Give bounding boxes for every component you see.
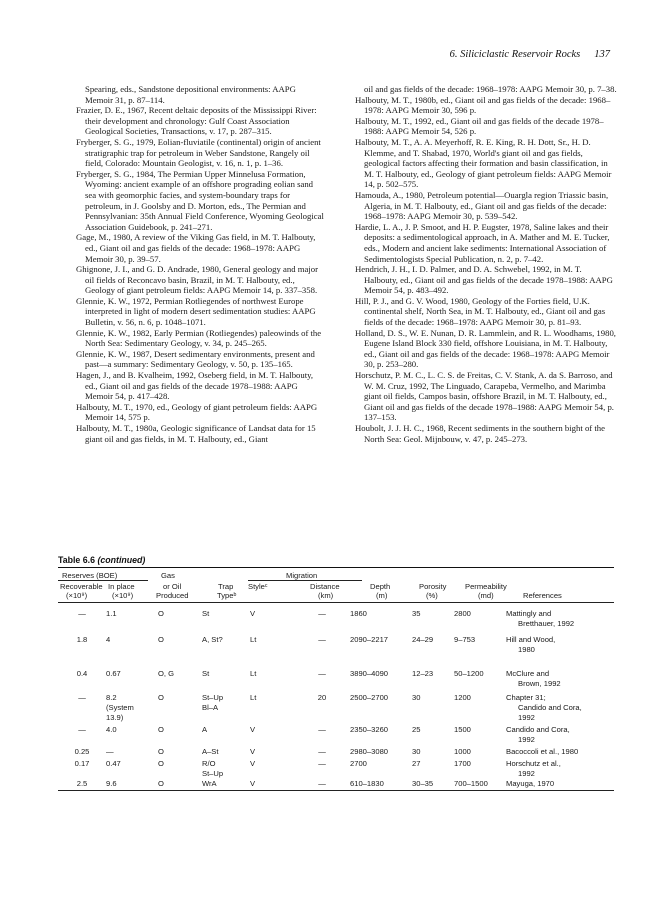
col-recoverable: Recoverable [60,582,103,591]
cell-text: 4.0 [106,725,117,734]
migration-underline [248,580,362,581]
cell-recoverable [58,779,106,789]
cell-text: 24–29 [412,635,434,644]
cell-text: 1.1 [106,609,117,618]
cell-recoverable [58,725,106,747]
cell-recoverable [58,635,106,669]
col-gas-produced: Produced [156,591,189,600]
cell-depth [350,779,412,789]
cell-references [506,759,614,779]
cell-gas [158,779,202,789]
cell-text: 0.17 [74,759,90,768]
cell-text: 30–35 [412,779,434,788]
cell-text: — [318,669,326,678]
table-number: Table 6.6 [58,555,95,565]
cell-references [506,693,614,725]
cell-text: 1860 [350,609,367,618]
cell-text: O, G [158,669,175,678]
cell-gas [158,609,202,635]
group-header-reserves: Reserves (BOE) [62,571,118,580]
reference-entry: Glennie, K. W., 1972, Permian Rotliegendes of northwest Europe interpreted in light of modern desert sedimentation studies: AAPG Bulletin, v. 56, n. 6, p. 1048–1071. [76,295,316,328]
cell-gas [158,693,202,725]
cell-text: — [318,747,326,756]
cell-text: St–Up [202,769,224,778]
cell-references [506,609,614,635]
cell-permeability [454,635,506,669]
cell-in-place [106,747,158,759]
cell-text: 1.8 [76,635,88,644]
col-depth: Depth [370,582,391,591]
cell-text: Horschutz et al., [506,759,561,768]
cell-trap [202,759,250,779]
cell-style [250,693,294,725]
cell-recoverable [58,693,106,725]
cell-text: St–Up [202,693,224,702]
cell-text: 3890–4090 [350,669,389,678]
cell-gas [158,635,202,669]
col-trap-type: Typeᵇ [217,591,237,600]
cell-text: 13.9) [106,713,124,722]
cell-text: 2090–2217 [350,635,389,644]
reference-entry: Frazier, D. E., 1967, Recent deltaic deposits of the Mississippi River: their development and chronology: Gulf Coast Association Geological Societies, Transactions, v. 17, p. 287–315. [76,105,317,137]
col-porosity-unit: (%) [426,591,438,600]
cell-text: Brown, 1992 [518,679,561,688]
reference-entry: Halbouty, M. T., 1980b, ed., Giant oil and gas fields of the decade: 1968–1978: AAPG Memoir 30, 596 p. [355,94,611,116]
cell-permeability [454,759,506,779]
cell-text: 0.47 [106,759,121,768]
cell-text: 1200 [454,693,471,702]
cell-text: O [158,635,164,644]
cell-text: V [250,759,256,768]
col-permeability-unit: (md) [478,591,494,600]
cell-text: — [318,635,326,644]
cell-porosity [412,759,454,779]
reference-entry: Hagen, J., and B. Kvalheim, 1992, Oseberg field, in M. T. Halbouty, ed., Giant oil and gas fields of the decade 1978–1988: AAPG Memoir 54, p. 417–428. [76,370,314,402]
table-body [58,609,614,789]
cell-text: R/O [202,759,216,768]
cell-text: — [78,693,86,702]
cell-text: Chapter 31; [506,693,546,702]
cell-style [250,759,294,779]
cell-text: Lt [250,693,257,702]
cell-text: V [250,725,256,734]
cell-text: O [158,725,164,734]
cell-text: 0.4 [76,669,88,678]
cell-depth [350,635,412,669]
cell-style [250,779,294,789]
cell-in-place [106,669,158,693]
cell-gas [158,759,202,779]
cell-text: 1992 [518,735,535,744]
cell-text: 0.67 [106,669,121,678]
cell-text: O [158,693,164,702]
cell-porosity [412,693,454,725]
cell-text: — [318,609,326,618]
table-bottom-rule [58,790,614,791]
cell-in-place [106,609,158,635]
cell-text: Bretthauer, 1992 [518,619,575,628]
cell-text: 1000 [454,747,471,756]
cell-text: St [202,669,210,678]
cell-trap [202,725,250,747]
cell-in-place [106,779,158,789]
cell-trap [202,669,250,693]
cell-trap [202,747,250,759]
cell-text: 30 [412,747,421,756]
cell-depth [350,747,412,759]
reference-entry: Hill, P. J., and G. V. Wood, 1980, Geology of the Forties field, U.K. continental shelf, North Sea, in M. T. Halbouty, ed., Giant oil and gas fields of the decade: 1968–1978: AAPG Memoir 30, p. 81–93. [355,295,606,328]
cell-text: — [318,779,326,788]
cell-porosity [412,669,454,693]
cell-text: 30 [412,693,421,702]
cell-references [506,747,614,759]
reference-entry: Fryberger, S. G., 1984, The Permian Upper Minnelusa Formation, Wyoming: ancient example of an offshore prograding eolian sand sea with geomorphic facies, and system-boundary traps for petroleum, in J. Goolsby and D. Morton, eds., The Permian and Pennsylvanian: 35th Annual Field Conference, Wyoming Geological Association Guidebook, p. 241–271. [76,168,324,232]
cell-distance [294,725,350,747]
cell-text: 1700 [454,759,471,768]
cell-text: Lt [250,669,257,678]
reference-entry: Hendrich, J. H., I. D. Palmer, and D. A. Schwebel, 1992, in M. T. Halbouty, ed., Giant oil and gas fields of the decade 1978–1988: AAPG Memoir 54, p. 483–492. [355,264,613,296]
cell-gas [158,669,202,693]
cell-text: Candido and Cora, [518,703,582,712]
cell-distance [294,669,350,693]
cell-text: Mattingly and [506,609,552,618]
cell-text: 25 [412,725,421,734]
col-in-place: In place [108,582,135,591]
cell-text: 4 [106,635,111,644]
cell-permeability [454,609,506,635]
cell-depth [350,609,412,635]
cell-trap [202,609,250,635]
cell-text: 50–1200 [454,669,484,678]
cell-text: 2980–3080 [350,747,389,756]
cell-text: WrA [202,779,217,788]
cell-distance [294,693,350,725]
chapter-title: 6. Siliciclastic Reservoir Rocks [449,49,581,60]
cell-recoverable [58,747,106,759]
cell-trap [202,779,250,789]
group-header-migration: Migration [286,571,318,580]
reference-entry: Fryberger, S. G., 1979, Eolian-fluviatile (continental) origin of ancient stratigraphic trap for petroleum in Weber Sandstone, Rangely oil field, Colorado: Mountain Geologist, v. 16, n. 1, p. 1–36. [76,136,321,169]
cell-text: Hill and Wood, [506,635,556,644]
cell-text: Lt [250,635,257,644]
cell-text: 1992 [518,769,535,778]
table-row [58,747,614,759]
reference-entry: Glennie, K. W., 1987, Desert sedimentary environments, present and past—a summary: Sedimentary Geology, v. 50, p. 135–165. [76,348,315,370]
cell-porosity [412,609,454,635]
cell-text: 2800 [454,609,471,618]
reference-entry: oil and gas fields of the decade: 1968–1978: AAPG Memoir 30, p. 7–38. [364,84,617,94]
cell-text: O [158,609,164,618]
table-row [58,725,614,747]
reference-entry: Gage, M., 1980, A review of the Viking Gas field, in M. T. Halbouty, ed., Giant oil and gas fields of the decade: 1968–1978: AAPG Memoir 30, p. 39–57. [76,232,316,264]
cell-text: O [158,779,164,788]
cell-text: 1980 [518,645,535,654]
cell-text: — [318,725,326,734]
cell-text: — [318,759,326,768]
cell-text: 610–1830 [350,779,384,788]
cell-permeability [454,693,506,725]
reference-entry: Horschutz, P. M. C., L. C. S. de Freitas, C. V. Stank, A. da S. Barroso, and W. M. Cruz, 1992, The Linguado, Carapeba, Vermelho, and Marimba giant oil fields, Campos basin, offshore Brazil, in M. T. Halbouty, ed., Giant oil and gas fields of the decade 1978–1988: AAPG Memoir 54, p. 137–153. [355,370,614,423]
cell-style [250,609,294,635]
cell-text: — [78,609,86,618]
col-distance: Distance [310,582,340,591]
cell-recoverable [58,759,106,779]
cell-style [250,669,294,693]
cell-text: V [250,609,256,618]
table-title [58,555,145,565]
cell-permeability [454,779,506,789]
cell-distance [294,747,350,759]
cell-text: O [158,759,164,768]
reference-entry: Holland, D. S., W. E. Nunan, D. R. Lammlein, and R. L. Woodhams, 1980, Eugene Island Block 330 field, offshore Louisiana, in M. T. Halbouty, ed., Giant oil and gas fields of the decade: 1968–1978: AAPG Memoir 30, p. 253–280. [355,327,616,370]
cell-text: 9.6 [106,779,117,788]
cell-text: 0.25 [74,747,90,756]
cell-text: McClure and [506,669,550,678]
cell-text: 2350–3260 [350,725,389,734]
data-table [58,567,614,791]
cell-distance [294,635,350,669]
reference-entry: Halbouty, M. T., A. A. Meyerhoff, R. E. King, R. H. Dott, Sr., H. D. Klemme, and T. Shabad, 1970, World's giant oil and gas fields, geological factors affecting their formation and basin classification, in M. T. Halbouty, ed., Geology of giant petroleum fields: AAPG Memoir 14, p. 502–575. [355,136,612,190]
cell-references [506,635,614,669]
table-row [58,693,614,725]
running-head [380,49,610,60]
group-header-gas: Gas [161,571,175,580]
cell-trap [202,693,250,725]
cell-distance [294,609,350,635]
cell-distance [294,779,350,789]
cell-permeability [454,725,506,747]
cell-gas [158,747,202,759]
col-in-place-unit: (×10⁹) [112,591,134,600]
col-permeability: Permeability [465,582,507,591]
cell-text: 27 [412,759,421,768]
col-porosity: Porosity [419,582,447,591]
cell-text: 8.2 [106,693,117,702]
reference-entry: Ghignone, J. I., and G. D. Andrade, 1980, General geology and major oil fields of Reconcavo basin, Brazil, in M. T. Halbouty, ed., Geology of giant petroleum fields: AAPG Memoir 14, p. 337–358. [76,264,318,296]
cell-porosity [412,779,454,789]
references-right-column [355,84,617,444]
cell-text: 700–1500 [454,779,488,788]
reference-entry: Glennie, K. W., 1982, Early Permian (Rotliegendes) paleowinds of the North Sea: Sedimentary Geology, v. 34, p. 245–265. [76,327,322,349]
col-depth-unit: (m) [376,591,388,600]
cell-style [250,725,294,747]
cell-text: 20 [317,693,327,702]
cell-permeability [454,747,506,759]
cell-text: 1500 [454,725,471,734]
cell-depth [350,725,412,747]
col-distance-unit: (km) [318,591,334,600]
cell-trap [202,635,250,669]
cell-text: Bacoccoli et al., 1980 [506,747,579,756]
col-trap: Trap [218,582,234,591]
cell-references [506,669,614,693]
cell-style [250,635,294,669]
cell-text: V [250,747,256,756]
cell-text: A [202,725,208,734]
cell-porosity [412,635,454,669]
col-recoverable-unit: (×10⁹) [66,591,88,600]
cell-depth [350,759,412,779]
cell-text: A, St? [202,635,223,644]
cell-recoverable [58,669,106,693]
cell-in-place [106,759,158,779]
reserves-underline [58,580,148,581]
cell-porosity [412,747,454,759]
cell-text: 1992 [518,713,535,722]
cell-style [250,747,294,759]
table-continued: (continued) [97,555,146,565]
cell-text: V [250,779,256,788]
cell-in-place [106,693,158,725]
col-references: References [523,591,562,600]
cell-text: 2500–2700 [350,693,389,702]
reference-entry: Hardie, L. A., J. P. Smoot, and H. P. Eugster, 1978, Saline lakes and their deposits: a sedimentological approach, in A. Mather and M. E. Tucker, eds., Modern and ancient lake sediments: International Association of Sedimentologists Special Publication, n. 2, p. 7–42. [355,221,610,264]
cell-depth [350,693,412,725]
table-row [58,635,614,669]
reference-entry: Halbouty, M. T., 1980a, Geologic significance of Landsat data for 15 giant oil and gas fields, in M. T. Halbouty, ed., Giant [76,423,316,444]
cell-permeability [454,669,506,693]
page-number: 137 [594,49,610,60]
reference-entry: Halbouty, M. T., 1992, ed., Giant oil and gas fields of the decade 1978–1988: AAPG Memoir 54, 526 p. [355,115,604,137]
cell-text: 2.5 [76,779,88,788]
table-header [58,568,614,602]
cell-text: 9–753 [454,635,476,644]
reference-entry: Halbouty, M. T., 1970, ed., Geology of giant petroleum fields: AAPG Memoir 14, 575 p. [76,401,318,423]
cell-text: A–St [202,747,219,756]
cell-text: 35 [412,609,421,618]
reference-entry: Houbolt, J. J. H. C., 1968, Recent sediments in the southern bight of the North Sea: Geol. Mijnbouw, v. 47, p. 245–273. [355,423,605,444]
reference-entry: Hamouda, A., 1980, Petroleum potential—Ouargla region Triassic basin, Algeria, in M. T. Halbouty, ed., Giant oil and gas fields of the decade: 1968–1978: AAPG Memoir 30, p. 539–542. [355,189,609,222]
cell-text: St [202,609,210,618]
cell-text: (System [106,703,134,712]
cell-text: — [106,747,114,756]
cell-gas [158,725,202,747]
cell-text: Mayuga, 1970 [506,779,555,788]
references-left-column [76,84,324,444]
cell-recoverable [58,609,106,635]
col-style: Styleᶜ [248,582,268,591]
cell-text: — [78,725,86,734]
cell-text: 12–23 [412,669,434,678]
cell-distance [294,759,350,779]
cell-text: O [158,747,164,756]
cell-text: Bl–A [202,703,219,712]
cell-depth [350,669,412,693]
table-row [58,779,614,789]
table-row [58,759,614,779]
cell-text: Candido and Cora, [506,725,570,734]
cell-references [506,725,614,747]
cell-in-place [106,635,158,669]
col-gas-or-oil: or Oil [163,582,182,591]
table-row [58,609,614,635]
reference-entry: Spearing, eds., Sandstone depositional environments: AAPG Memoir 31, p. 87–114. [85,84,296,105]
table-row [58,669,614,693]
cell-text: 2700 [350,759,367,768]
cell-in-place [106,725,158,747]
cell-references [506,779,614,789]
cell-porosity [412,725,454,747]
